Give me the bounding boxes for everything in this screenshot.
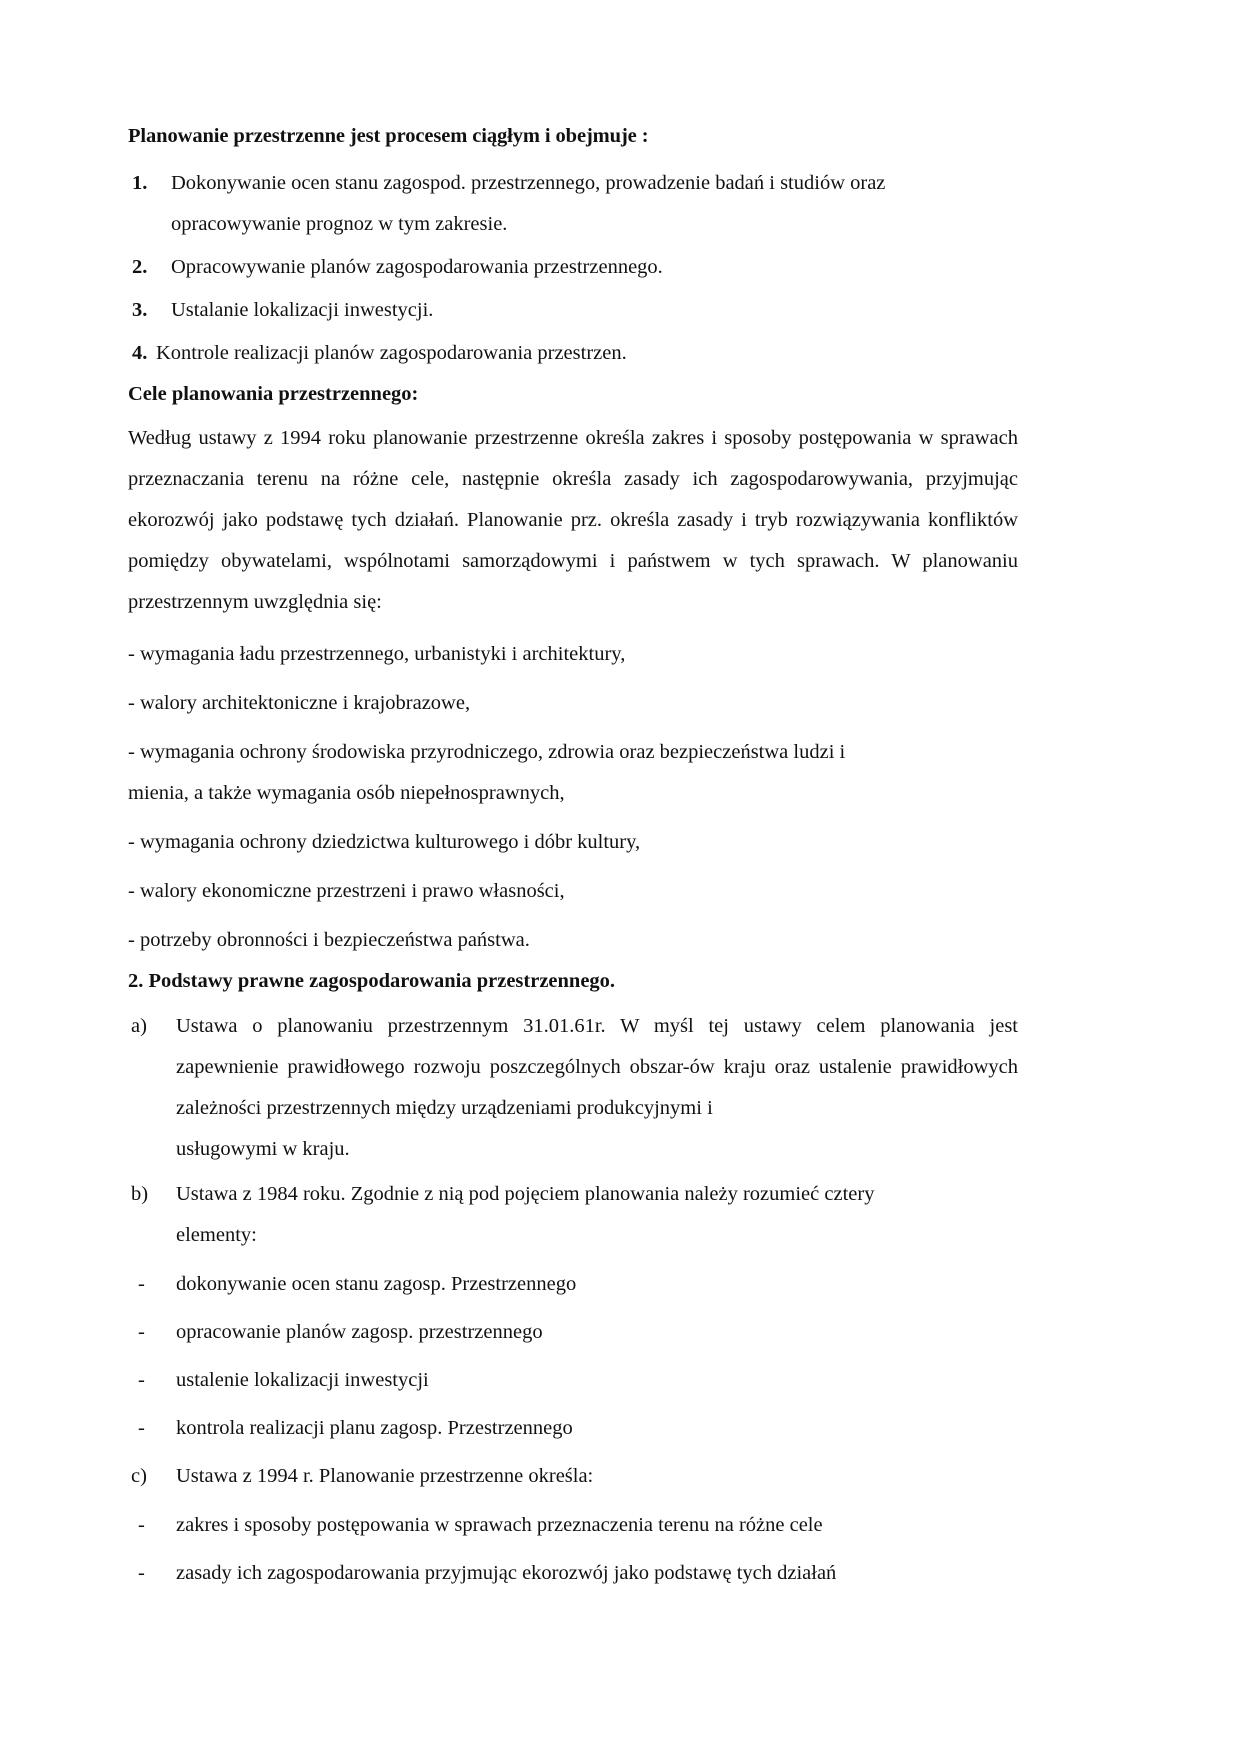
list-marker: 4. xyxy=(132,341,148,364)
list-item-text: Ustawa z 1994 r. Planowanie przestrzenne określa: xyxy=(176,1464,594,1487)
section-1-heading: Planowanie przestrzenne jest procesem ciągłym i obejmuje : xyxy=(128,125,649,147)
legal-basis-list xyxy=(128,1006,1018,1256)
list-item-text-cont: elementy: xyxy=(176,1223,257,1246)
list-item-text-cont: mienia, a także wymagania osób niepełnosprawnych, xyxy=(128,782,565,804)
list-item-text: Opracowywanie planów zagospodarowania przestrzennego. xyxy=(171,255,663,278)
list-item xyxy=(128,1174,1018,1256)
list-marker: 1. xyxy=(132,171,148,194)
planning-elements-list xyxy=(128,1264,1018,1449)
list-item xyxy=(128,634,1018,675)
list-item-text: - potrzeby obronności i bezpieczeństwa państwa. xyxy=(128,929,530,951)
list-item xyxy=(128,333,1018,374)
list-item-text: Ustawa o planowaniu przestrzennym 31.01.61r. W myśl tej ustawy celem planowania jest zapewnienie prawidłowego rozwoju poszczególnych obszar-ów kraju oraz ustalenie prawidłowych zależności przestrzennych między urządzeniami produkcyjnymi i xyxy=(176,1014,1018,1119)
list-marker: b) xyxy=(131,1182,149,1205)
list-item-text: Ustawa z 1984 roku. Zgodnie z nią pod pojęciem planowania należy rozumieć cztery xyxy=(176,1182,875,1205)
list-item xyxy=(128,1505,1018,1546)
list-item-text: - wymagania ładu przestrzennego, urbanistyki i architektury, xyxy=(128,643,626,665)
list-item xyxy=(128,822,1018,863)
list-item-text: zasady ich zagospodarowania przyjmując ekorozwój jako podstawę tych działań xyxy=(176,1561,837,1584)
numbered-list xyxy=(128,163,1018,374)
list-item xyxy=(128,163,1018,245)
list-item xyxy=(128,1312,1018,1353)
list-item-text: dokonywanie ocen stanu zagosp. Przestrzennego xyxy=(176,1272,577,1295)
list-marker: - xyxy=(138,1416,145,1439)
list-marker: - xyxy=(138,1513,145,1536)
list-item xyxy=(128,732,1018,814)
list-item-text: zakres i sposoby postępowania w sprawach przeznaczenia terenu na różne cele xyxy=(176,1513,823,1536)
list-item xyxy=(128,1006,1018,1170)
section-2-paragraph: Według ustawy z 1994 roku planowanie przestrzenne określa zakres i sposoby postępowania w sprawach przeznaczania terenu na różne cele, następnie określa zasady ich zagospodarowywania, przyjmując ekorozwój jako podstawę tych działań. Planowanie prz. określa zasady i tryb rozwiązywania konfliktów pomiędzy obywatelami, wspólnotami samorządowymi i państwem w tych sprawach. W planowaniu przestrzennym uwzględnia się: xyxy=(128,427,1018,613)
list-item xyxy=(128,247,1018,288)
section-2-heading: Cele planowania przestrzennego: xyxy=(128,382,419,405)
list-item xyxy=(128,920,1018,961)
list-item xyxy=(128,1456,1018,1497)
list-item-text: ustalenie lokalizacji inwestycji xyxy=(176,1368,429,1391)
legal-basis-list-c xyxy=(128,1456,1018,1497)
list-marker: - xyxy=(138,1320,145,1343)
list-marker: c) xyxy=(131,1464,147,1487)
list-item-text: - wymagania ochrony dziedzictwa kulturowego i dóbr kultury, xyxy=(128,831,641,853)
section-3-heading: 2. Podstawy prawne zagospodarowania przestrzennego. xyxy=(128,970,616,992)
list-item-text: Dokonywanie ocen stanu zagospod. przestrzennego, prowadzenie badań i studiów oraz xyxy=(171,171,886,194)
list-item-text-cont: usługowymi w kraju. xyxy=(176,1137,350,1160)
list-marker: 3. xyxy=(132,298,148,321)
list-item xyxy=(128,1553,1018,1594)
list-marker: - xyxy=(138,1272,145,1295)
list-item xyxy=(128,290,1018,331)
list-item xyxy=(128,1360,1018,1401)
list-marker: - xyxy=(138,1561,145,1584)
list-item-text-cont: opracowywanie prognoz w tym zakresie. xyxy=(171,212,508,235)
list-item-text: Ustalanie lokalizacji inwestycji. xyxy=(171,298,434,321)
list-item xyxy=(128,871,1018,912)
requirements-list xyxy=(128,634,1018,961)
list-item-text: opracowanie planów zagosp. przestrzennego xyxy=(176,1320,543,1343)
list-marker: a) xyxy=(131,1014,147,1037)
list-item xyxy=(128,1408,1018,1449)
list-item-text: kontrola realizacji planu zagosp. Przestrzennego xyxy=(176,1416,573,1439)
act-1994-scope-list xyxy=(128,1505,1018,1594)
list-item-text: - wymagania ochrony środowiska przyrodniczego, zdrowia oraz bezpieczeństwa ludzi i xyxy=(128,741,846,763)
list-marker: 2. xyxy=(132,255,148,278)
list-item-text: Kontrole realizacji planów zagospodarowania przestrzen. xyxy=(156,341,627,364)
list-marker: - xyxy=(138,1368,145,1391)
list-item xyxy=(128,1264,1018,1305)
list-item-text: - walory ekonomiczne przestrzeni i prawo własności, xyxy=(128,880,565,902)
list-item xyxy=(128,683,1018,724)
document-body xyxy=(128,126,1018,1594)
list-item-text: - walory architektoniczne i krajobrazowe, xyxy=(128,692,471,714)
